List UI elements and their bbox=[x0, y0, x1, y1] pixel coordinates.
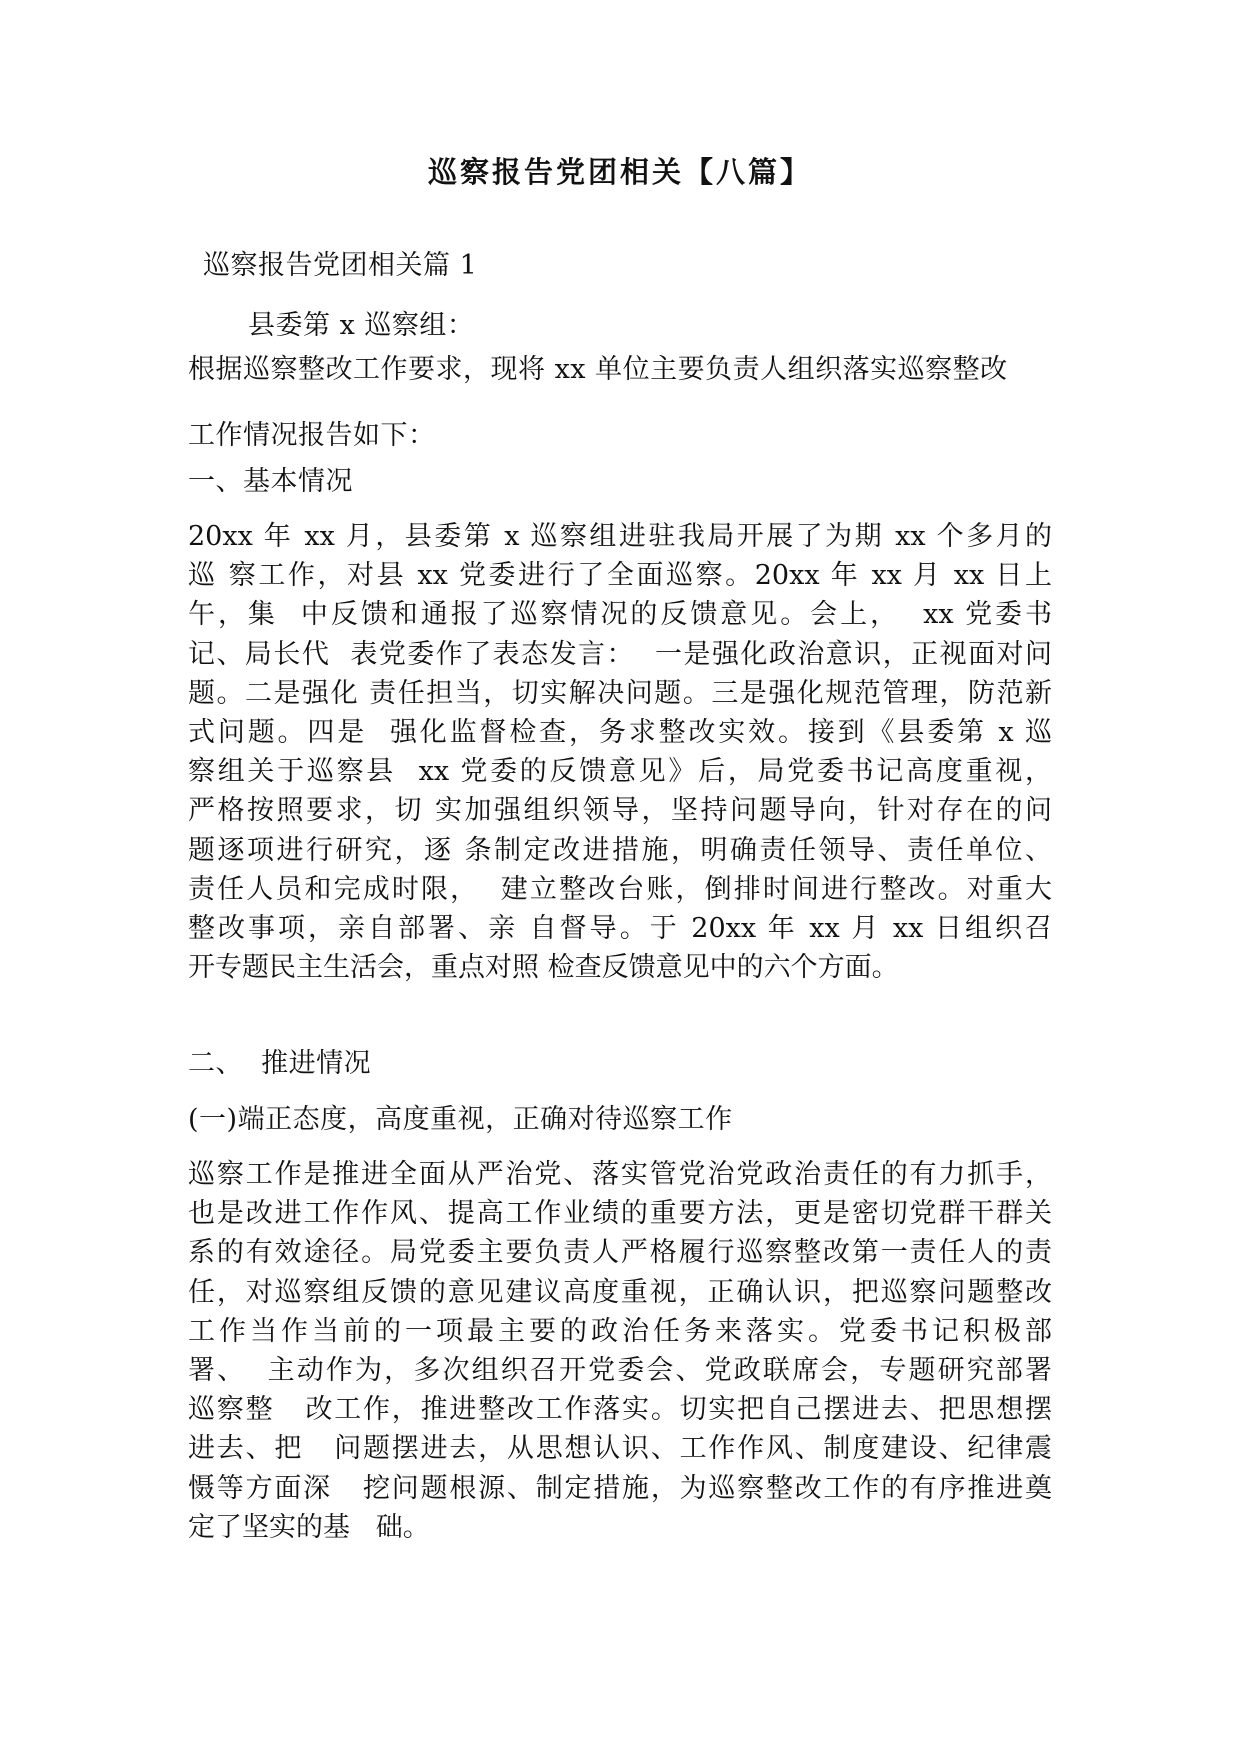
intro-line-2: 工作情况报告如下： bbox=[188, 420, 436, 451]
intro-line-1: 根据巡察整改工作要求，现将 xx 单位主要负责人组织落实巡察整改 bbox=[188, 354, 1008, 385]
paragraph-line: 记、局长代 表党委作了表态发言： 一是强化政治意识，正视面对问 bbox=[188, 638, 1052, 670]
paragraph-line: 严格按照要求，切 实加强组织领导，坚持问题导向，针对存在的问 bbox=[188, 795, 1052, 827]
paragraph-basic-situation bbox=[188, 517, 1052, 987]
document-title: 巡察报告党团相关【八篇】 bbox=[427, 155, 812, 189]
paragraph-line: 巡察工作是推进全面从严治党、落实管党治党政治责任的有力抓手， bbox=[188, 1159, 1052, 1190]
paragraph-line: 巡察整 改工作，推进整改工作落实。切实把自己摆进去、把思想摆 bbox=[188, 1394, 1052, 1426]
subheading-attitude: (一)端正态度，高度重视，正确对待巡察工作 bbox=[188, 1104, 733, 1135]
paragraph-line: 午，集 中反馈和通报了巡察情况的反馈意见。会上， xx 党委书 bbox=[188, 599, 1052, 631]
paragraph-line: 式问题。四是 强化监督检查，务求整改实效。接到《县委第 x 巡 bbox=[188, 716, 1052, 748]
paragraph-line: 整改事项，亲自部署、亲 自督导。于 20xx 年 xx 月 xx 日组织召 bbox=[188, 912, 1052, 944]
paragraph-line: 也是改进工作作风、提高工作业绩的重要方法，更是密切党群干群关 bbox=[188, 1198, 1052, 1230]
heading-progress: 二、 推进情况 bbox=[188, 1048, 372, 1079]
paragraph-line: 责任人员和完成时限， 建立整改台账，倒排时间进行整改。对重大 bbox=[188, 873, 1052, 905]
paragraph-attitude bbox=[188, 1155, 1052, 1547]
paragraph-line: 署、 主动作为，多次组织召开党委会、党政联席会，专题研究部署 bbox=[188, 1354, 1052, 1386]
salutation: 县委第 x 巡察组： bbox=[248, 310, 475, 341]
paragraph-line: 进去、把 问题摆进去，从思想认识、工作作风、制度建设、纪律震 bbox=[188, 1433, 1052, 1465]
paragraph-line: 巡 察工作，对县 xx 党委进行了全面巡察。20xx 年 xx 月 xx 日上 bbox=[188, 560, 1052, 592]
paragraph-line: 任，对巡察组反馈的意见建议高度重视，正确认识，把巡察问题整改 bbox=[188, 1276, 1052, 1308]
paragraph-line: 系的有效途径。局党委主要负责人严格履行巡察整改第一责任人的责 bbox=[188, 1237, 1052, 1269]
paragraph-line: 定了坚实的基 础。 bbox=[188, 1511, 430, 1543]
paragraph-line: 题。二是强化 责任担当，切实解决问题。三是强化规范管理，防范新 bbox=[188, 677, 1052, 709]
heading-basic-situation: 一、基本情况 bbox=[188, 466, 353, 497]
section-heading: 巡察报告党团相关篇 1 bbox=[203, 250, 478, 281]
paragraph-line: 慑等方面深 挖问题根源、制定措施，为巡察整改工作的有序推进奠 bbox=[188, 1472, 1052, 1504]
paragraph-line: 题逐项进行研究，逐 条制定改进措施，明确责任领导、责任单位、 bbox=[188, 834, 1052, 866]
paragraph-line: 察组关于巡察县 xx 党委的反馈意见》后，局党委书记高度重视， bbox=[188, 756, 1052, 788]
paragraph-line: 开专题民主生活会，重点对照 检查反馈意见中的六个方面。 bbox=[188, 952, 899, 984]
paragraph-line: 工作当作当前的一项最主要的政治任务来落实。党委书记积极部 bbox=[188, 1315, 1052, 1347]
paragraph-line: 20xx 年 xx 月，县委第 x 巡察组进驻我局开展了为期 xx 个多月的 bbox=[188, 521, 1052, 552]
